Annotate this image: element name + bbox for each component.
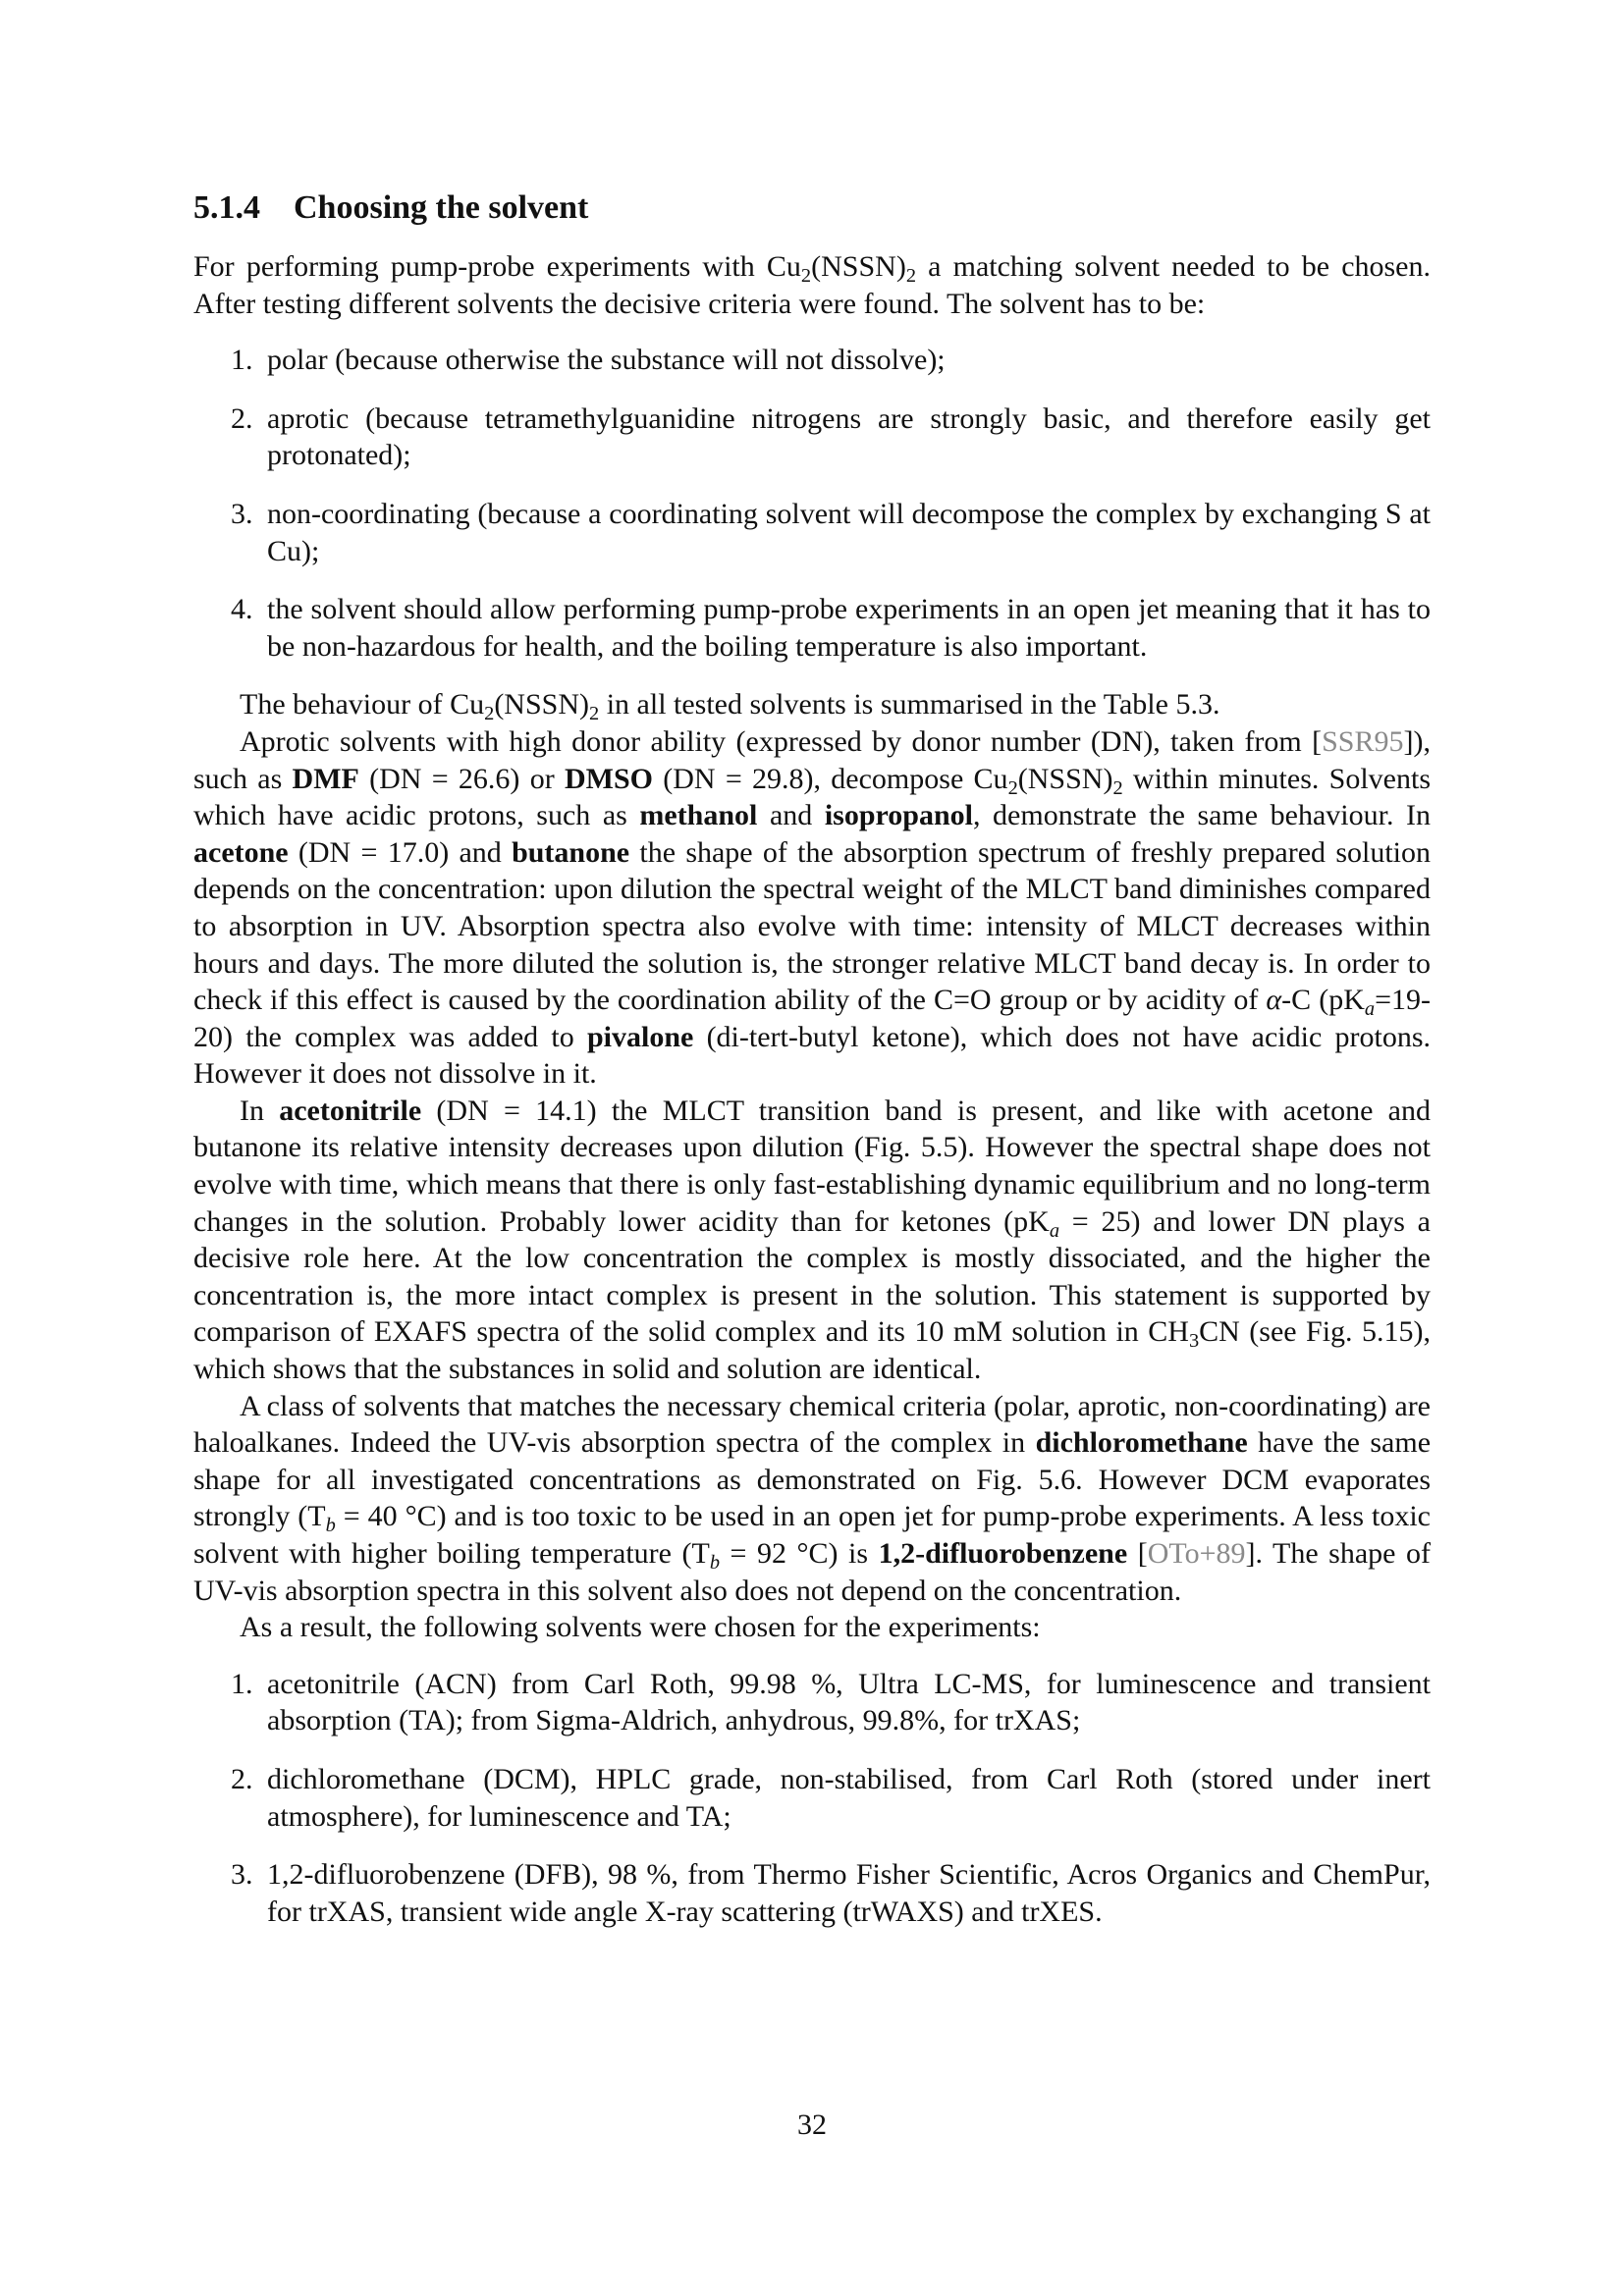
- page-number: 32: [797, 2109, 827, 2141]
- text-run: For performing pump-probe experiments with Cu: [193, 250, 801, 283]
- bold-term: methanol: [639, 799, 758, 832]
- bold-term: acetonitrile: [279, 1094, 422, 1127]
- text-run: -C (pK: [1281, 984, 1365, 1017]
- subscript: 2: [1007, 776, 1018, 799]
- list-item: [193, 496, 1431, 569]
- text-run: (DN = 14.1) the MLCT transition band is present, and like with acetone and butanone its relative intensity decreases upon dilution (Fig. 5.5). However the spectral shape does not evolve with time, which means that there is only fast-establishing dynamic equilibrium and no long-term changes in the solution. Probably lower acidity than for ketones (pK: [193, 1094, 1431, 1238]
- list-marker: 2.: [231, 401, 253, 435]
- text-run: (NSSN): [494, 688, 589, 721]
- subscript: 2: [1112, 776, 1123, 799]
- text-run: = 40 °C) and is too toxic to be used in an open jet for pump-probe experiments. A less toxic solvent with higher boiling temperature (T: [193, 1500, 1431, 1570]
- text-run: = 92 °C) is: [720, 1537, 879, 1570]
- behaviour-paragraph: [193, 686, 1431, 723]
- list-marker: 1.: [231, 1667, 253, 1700]
- bold-term: pivalone: [586, 1020, 694, 1053]
- text-run: = 25) and lower DN plays a decisive role here. At the low concentration the complex is mostly dissociated, and the higher the concentration is, the more intact complex is present in the solution. This statement is supported by comparison of EXAFS spectra of the solid complex and its 10 mM solution in CH: [193, 1204, 1431, 1349]
- bold-term: 1,2-difluorobenzene: [878, 1537, 1128, 1570]
- text-run: =19-20) the complex was added to: [193, 984, 1431, 1053]
- bold-term: dichloromethane: [1035, 1426, 1248, 1460]
- subscript: 2: [589, 703, 600, 725]
- subscript: 2: [800, 265, 812, 287]
- text-run: The behaviour of Cu: [240, 688, 485, 721]
- text-run: a matching solvent needed to be chosen. After testing different solvents the decisive criteria were found. The solvent has to be:: [193, 250, 1431, 320]
- list-item: [193, 1666, 1431, 1739]
- list-item: [193, 400, 1431, 474]
- list-item-text: polar (because otherwise the substance will not dissolve);: [267, 344, 946, 377]
- citation-link[interactable]: SSR95: [1322, 724, 1404, 758]
- list-item-text: dichloromethane (DCM), HPLC grade, non-stabilised, from Carl Roth (stored under inert atmosphere), for luminescence and TA;: [267, 1762, 1431, 1833]
- bold-term: acetone: [193, 835, 289, 869]
- list-marker: 1.: [231, 344, 253, 377]
- text-run: CN (see Fig. 5.15), which shows that the substances in solid and solution are identical.: [193, 1315, 1432, 1386]
- list-marker: 3.: [231, 1858, 253, 1892]
- list-item-text: acetonitrile (ACN) from Carl Roth, 99.98 %, Ultra LC-MS, for luminescence and transient absorption (TA); from Sigma-Aldrich, anhydrous, 99.8%, for trXAS;: [267, 1667, 1431, 1737]
- list-marker: 2.: [231, 1762, 253, 1795]
- text-run: have the same shape for all investigated concentrations as demonstrated on Fig. 5.6. However DCM evaporates strongly (T: [193, 1426, 1432, 1533]
- subscript: b: [709, 1552, 721, 1574]
- greek-symbol: α: [1266, 984, 1282, 1017]
- text-run: (DN = 17.0) and: [288, 835, 513, 869]
- text-run: (NSSN): [811, 250, 906, 283]
- text-run: and: [757, 799, 825, 832]
- bold-term: butanone: [512, 835, 630, 869]
- intro-paragraph: [193, 248, 1431, 322]
- bold-term: DMSO: [564, 762, 653, 795]
- list-item: [193, 591, 1431, 665]
- text-run: , demonstrate the same behaviour. In: [973, 799, 1431, 832]
- text-run: (DN = 26.6) or: [358, 762, 565, 795]
- text-run: the shape of the absorption spectrum of freshly prepared solution depends on the concentration: upon dilution the spectral weight of the MLCT band diminishes compared to absorption in UV. Absorption spectra also evolve with time: intensity of MLCT decreases within hours and days. The more diluted the solution is, the stronger relative MLCT band decay is. In order to check if this effect is caused by the coordination ability of the C=O group or by acidity of: [193, 835, 1431, 1017]
- chosen-solvents-list: [193, 1666, 1431, 1931]
- text-run: ]. The shape of UV-vis absorption spectra in this solvent also does not depend on the concentration.: [193, 1537, 1431, 1607]
- text-run: Aprotic solvents with high donor ability (expressed by donor number (DN), taken from [: [240, 724, 1323, 758]
- text-run: (di-tert-butyl ketone), which does not have acidic protons. However it does not dissolve in it.: [193, 1020, 1431, 1091]
- text-run: (NSSN): [1017, 762, 1113, 795]
- aprotic-paragraph: [193, 723, 1431, 1093]
- list-item-text: the solvent should allow performing pump-probe experiments in an open jet meaning that it has to be non-hazardous for health, and the boiling temperature is also important.: [267, 593, 1431, 663]
- text-run: [: [1127, 1537, 1148, 1570]
- page-content: [193, 188, 1431, 1951]
- list-item-text: aprotic (because tetramethylguanidine nitrogens are strongly basic, and therefore easily get protonated);: [267, 401, 1431, 472]
- list-marker: 3.: [231, 497, 253, 530]
- subscript: 3: [1188, 1330, 1200, 1353]
- subscript: a: [1049, 1219, 1060, 1242]
- list-item: [193, 342, 1431, 379]
- citation-link[interactable]: OTo+89: [1147, 1537, 1246, 1570]
- criteria-list: [193, 342, 1431, 665]
- text-run: A class of solvents that matches the necessary chemical criteria (polar, aprotic, non-coordinating) are haloalkanes. Indeed the UV-vis absorption spectra of the complex in: [193, 1389, 1431, 1460]
- list-marker: 4.: [231, 593, 253, 626]
- list-item: [193, 1761, 1431, 1835]
- list-item: [193, 1856, 1431, 1930]
- subscript: 2: [484, 703, 495, 725]
- acetonitrile-paragraph: [193, 1093, 1431, 1388]
- list-item-text: non-coordinating (because a coordinating solvent will decompose the complex by exchanging S at Cu);: [267, 497, 1431, 567]
- result-paragraph: As a result, the following solvents were chosen for the experiments:: [240, 1611, 1041, 1644]
- bold-term: isopropanol: [824, 799, 973, 832]
- section-number: 5.1.4: [193, 189, 260, 226]
- list-item-text: 1,2-difluorobenzene (DFB), 98 %, from Thermo Fisher Scientific, Acros Organics and ChemPur, for trXAS, transient wide angle X-ray scattering (trWAXS) and trXES.: [267, 1858, 1431, 1928]
- subscript: b: [325, 1515, 336, 1537]
- haloalkanes-paragraph: [193, 1388, 1431, 1610]
- subscript: 2: [905, 265, 917, 287]
- bold-term: DMF: [292, 762, 359, 795]
- section-title: Choosing the solvent: [294, 189, 589, 226]
- subscript: a: [1364, 998, 1376, 1021]
- text-run: ]), such as: [193, 724, 1431, 795]
- text-run: within minutes. Solvents which have acidic protons, such as: [193, 762, 1431, 832]
- text-run: in all tested solvents is summarised in the Table 5.3.: [599, 688, 1220, 721]
- text-run: (DN = 29.8), decompose Cu: [652, 762, 1008, 795]
- section-heading: [193, 188, 1431, 228]
- text-run: In: [240, 1094, 280, 1127]
